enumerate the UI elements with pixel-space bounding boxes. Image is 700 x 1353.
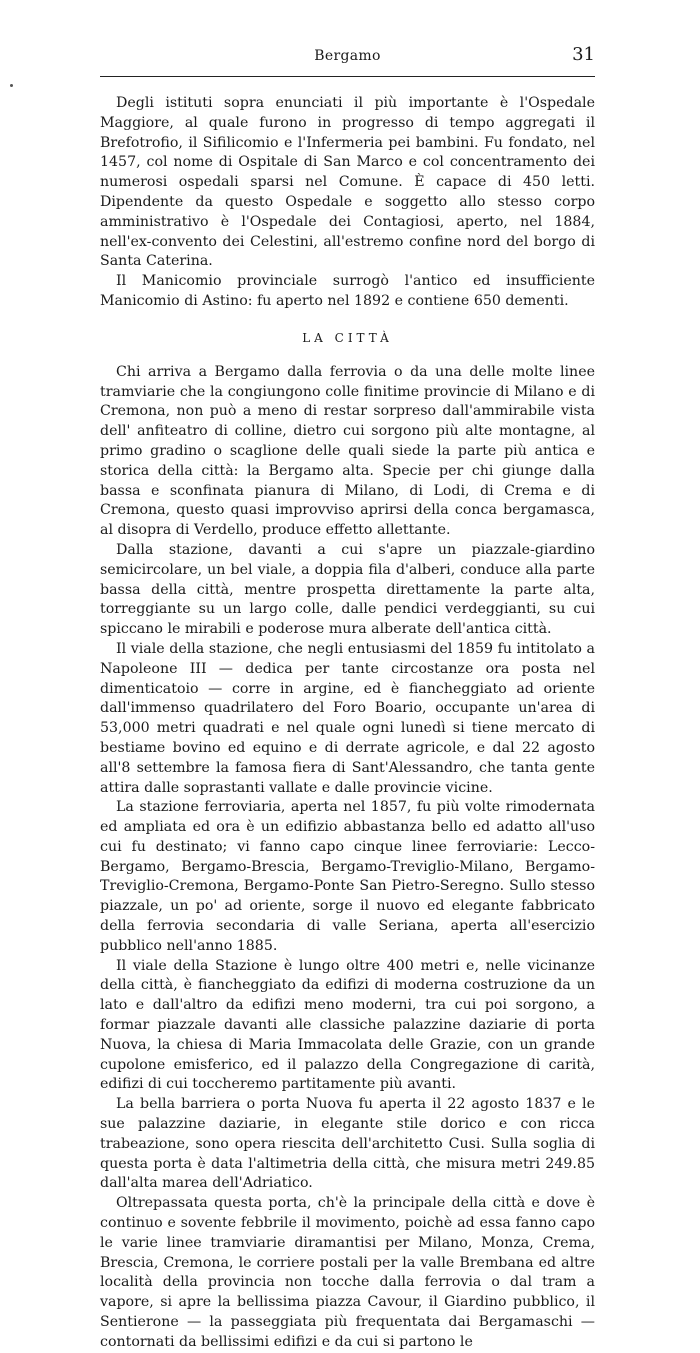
paragraph-porta-nuova: La bella barriera o porta Nuova fu aperta il 22 agosto 1837 e le sue palazzine daziarie, in elegante stile dorico e con ricca trabeazione, sono opera riescita dell'architetto Cusi. Sulla soglia di questa porta è data l'altimetria della città, che misura metri 249.85 dall'alta marea dell'Adriatico. bbox=[100, 1096, 595, 1192]
running-head bbox=[100, 44, 595, 68]
paragraph-piazza-cavour: Oltrepassata questa porta, ch'è la principale della città e dove è continuo e sovente febbrile il movimento, poichè ad essa fanno capo le varie linee tramviarie diramantisi per Milano, Monza, Crema, Brescia, Cremona, le corriere postali per la valle Brembana ed altre località della provincia non tocche dalla ferrovia o dal tram a vapore, si apre la bellissima piazza Cavour, il Giardino pubblico, il Sentierone — la passeggiata più frequentata dai Bergamaschi — contornati da bellissimi edifizi e da cui si partono le bbox=[100, 1195, 595, 1350]
margin-dot bbox=[10, 84, 13, 87]
paragraph-arrivo: Chi arriva a Bergamo dalla ferrovia o da una delle molte linee tramviarie che la congiungono colle finitime provincie di Milano e di Cremona, non può a meno di restar sorpreso dall'ammirabile vista dell' anfiteatro di colline, dietro cui sorgono più alte montagne, al primo gradino o scaglione delle quali siede la parte più antica e storica della città: la Bergamo alta. Specie per chi giunge dalla bassa e sconfinata pianura di Milano, di Lodi, di Crema e di Cremona, questo quasi improvviso aprirsi della conca bergamasca, al disopra di Verdello, produce effetto allettante. bbox=[100, 363, 595, 539]
paragraph-ospedale: Degli istituti sopra enunciati il più importante è l'Ospedale Maggiore, al quale furono in progresso di tempo aggregati il Brefotrofio, il Sifilicomio e l'Infermeria pei bambini. Fu fondato, nel 1457, col nome di Ospitale di San Marco e col concentramento dei numerosi ospedali sparsi nel Comune. È capace di 450 letti. Dipendente da questo Ospedale e soggetto allo stesso corpo amministrativo è l'Ospedale dei Contagiosi, aperto, nel 1884, nell'ex-convento dei Celestini, all'estremo confine nord del borgo di Santa Caterina. bbox=[100, 95, 595, 270]
paragraph-stazione: Dalla stazione, davanti a cui s'apre un piazzale-giardino semicircolare, un bel viale, a doppia fila d'alberi, conduce alla parte bassa della città, mentre prospetta direttamente la parte alta, torreggiante su un largo colle, dalle pendici verdeggianti, su cui spiccano le mirabili e poderose mura alberate dell'antica città. bbox=[100, 541, 595, 638]
paragraph-manicomio: Il Manicomio provinciale surrogò l'antico ed insufficiente Manicomio di Astino: fu aperto nel 1892 e contiene 650 dementi. bbox=[100, 273, 595, 309]
section-title: LA CITTÀ bbox=[302, 330, 393, 345]
paragraph-viale-stazione: Il viale della Stazione è lungo oltre 400 metri e, nelle vicinanze della città, è fiancheggiato da edifizi di moderna costruzione da un lato e dall'altro da edifizi meno moderni, tra cui poi sorgono, a formar piazzale davanti alle classiche palazzine daziarie di porta Nuova, la chiesa di Maria Immacolata delle Grazie, con un grande cupolone emisferico, ed il palazzo della Congregazione di carità, edifizi di cui toccheremo partitamente più avanti. bbox=[100, 957, 595, 1093]
running-title: Bergamo bbox=[314, 48, 381, 64]
page-number: 31 bbox=[572, 44, 595, 65]
body-text bbox=[100, 94, 595, 1353]
paragraph-stazione-ferroviaria: La stazione ferroviaria, aperta nel 1857, fu più volte rimodernata ed ampliata ed ora è un edifizio abbastanza bello ed adatto all'uso cui fu destinato; vi fanno capo cinque linee ferroviarie: Lecco-Bergamo, Bergamo-Brescia, Bergamo-Treviglio-Milano, Bergamo-Treviglio-Cremona, Bergamo-Ponte San Pietro-Seregno. Sullo stesso piazzale, un po' ad oriente, sorge il nuovo ed elegante fabbricato della ferrovia secondaria di valle Seriana, aperta all'esercizio pubblico nell'anno 1885. bbox=[100, 799, 595, 954]
paragraph-viale: Il viale della stazione, che negli entusiasmi del 1859 fu intitolato a Napoleone III — dedica per tante circostanze ora posta nel dimenticatoio — corre in argine, ed è fiancheggiato ad oriente dall'immenso quadrilatero del Foro Boario, occupante un'area di 53,000 metri quadrati e nel quale ogni lunedì si tiene mercato di bestiame bovino ed equino e di derrate agricole, e dal 22 agosto all'8 settembre la famosa fiera di Sant'Alessandro, che tanta gente attira dalle soprastanti vallate e dalle provincie vicine. bbox=[100, 640, 595, 796]
header-rule bbox=[100, 76, 595, 77]
